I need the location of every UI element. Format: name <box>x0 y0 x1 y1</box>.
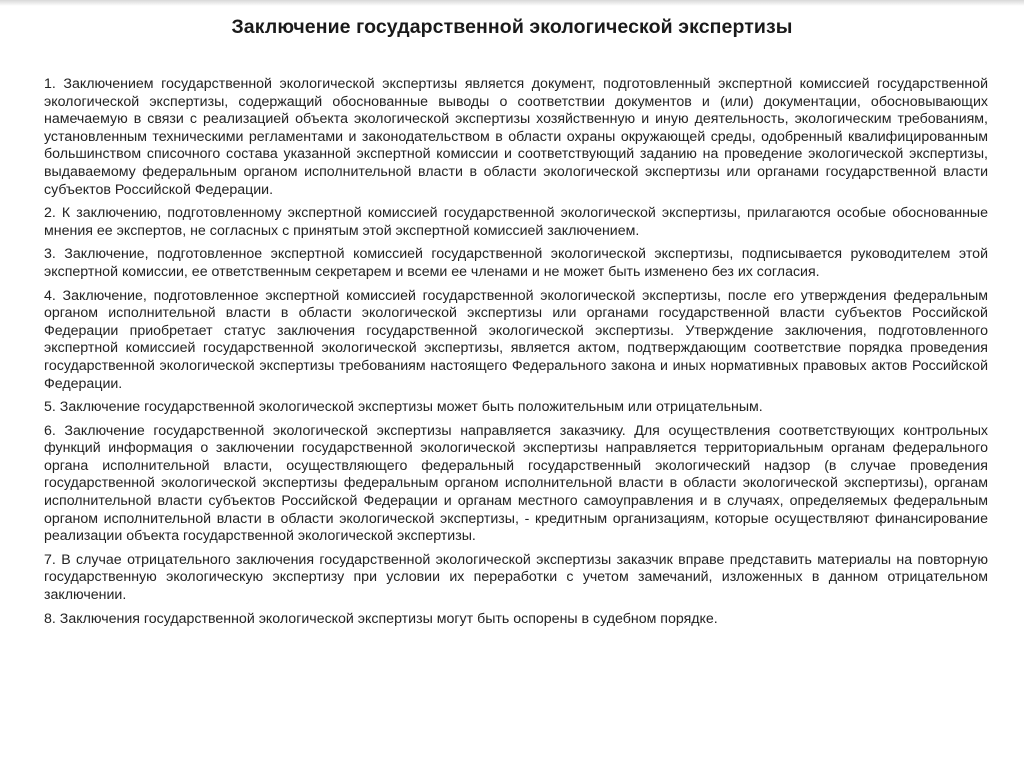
paragraph-4: 4. Заключение, подготовленное экспертной комиссией государственной экологической экспертизы, после его утверждения федеральным органом исполнительной власти в области экологической экспертизы или органами государственной власти субъектов Российской Федерации приобретает статус заключения государственной экологической экспертизы. Утверждение заключения, подготовленного экспертной комиссией государственной экологической экспертизы, является актом, подтверждающим соответствие порядка проведения государственной экологической экспертизы требованиям настоящего Федерального закона и иных нормативных правовых актов Российской Федерации. <box>44 287 988 392</box>
top-shadow-divider <box>0 0 1024 6</box>
paragraph-7: 7. В случае отрицательного заключения государственной экологической экспертизы заказчик вправе представить материалы на повторную государственную экологическую экспертизу при условии их переработки с учетом замечаний, изложенных в данном отрицательном заключении. <box>44 551 988 604</box>
page-title: Заключение государственной экологической экспертизы <box>231 16 793 38</box>
paragraph-3: 3. Заключение, подготовленное экспертной комиссией государственной экологической экспертизы, подписывается руководителем этой экспертной комиссии, ее ответственным секретарем и всеми ее членами и не может быть изменено без их согласия. <box>44 246 988 280</box>
document-body <box>44 76 988 634</box>
paragraph-8: 8. Заключения государственной экологической экспертизы могут быть оспорены в судебном порядке. <box>44 610 718 627</box>
paragraph-2: 2. К заключению, подготовленному экспертной комиссией государственной экологической экспертизы, прилагаются особые обоснованные мнения ее экспертов, не согласных с принятым этой экспертной комиссией заключением. <box>44 205 988 239</box>
paragraph-5: 5. Заключение государственной экологической экспертизы может быть положительным или отрицательным. <box>44 399 763 416</box>
paragraph-1: 1. Заключением государственной экологической экспертизы является документ, подготовленный экспертной комиссией государственной экологической экспертизы, содержащий обоснованные выводы о соответствии документов и (или) документации, обосновывающих намечаемую в связи с реализацией объекта экологической экспертизы хозяйственную и иную деятельность, экологическим требованиям, установленным техническими регламентами и законодательством в области охраны окружающей среды, одобренный квалифицированным большинством списочного состава указанной экспертной комиссии и соответствующий заданию на проведение экологической экспертизы, выдаваемому федеральным органом исполнительной власти в области экологической экспертизы или органами государственной власти субъектов Российской Федерации. <box>44 76 988 198</box>
paragraph-6: 6. Заключение государственной экологической экспертизы направляется заказчику. Для осуществления соответствующих контрольных функций информация о заключении государственной экологической экспертизы направляется территориальным органам федерального органа исполнительной власти, осуществляющего федеральный государственный экологический надзор (в случае проведения государственной экологической экспертизы федеральным органом исполнительной власти в области экологической экспертизы), органам исполнительной власти субъектов Российской Федерации и органам местного самоуправления и в случаях, определяемых федеральным органом исполнительной власти в области экологической экспертизы, - кредитным организациям, которые осуществляют финансирование реализации объекта государственной экологической экспертизы. <box>44 422 988 545</box>
